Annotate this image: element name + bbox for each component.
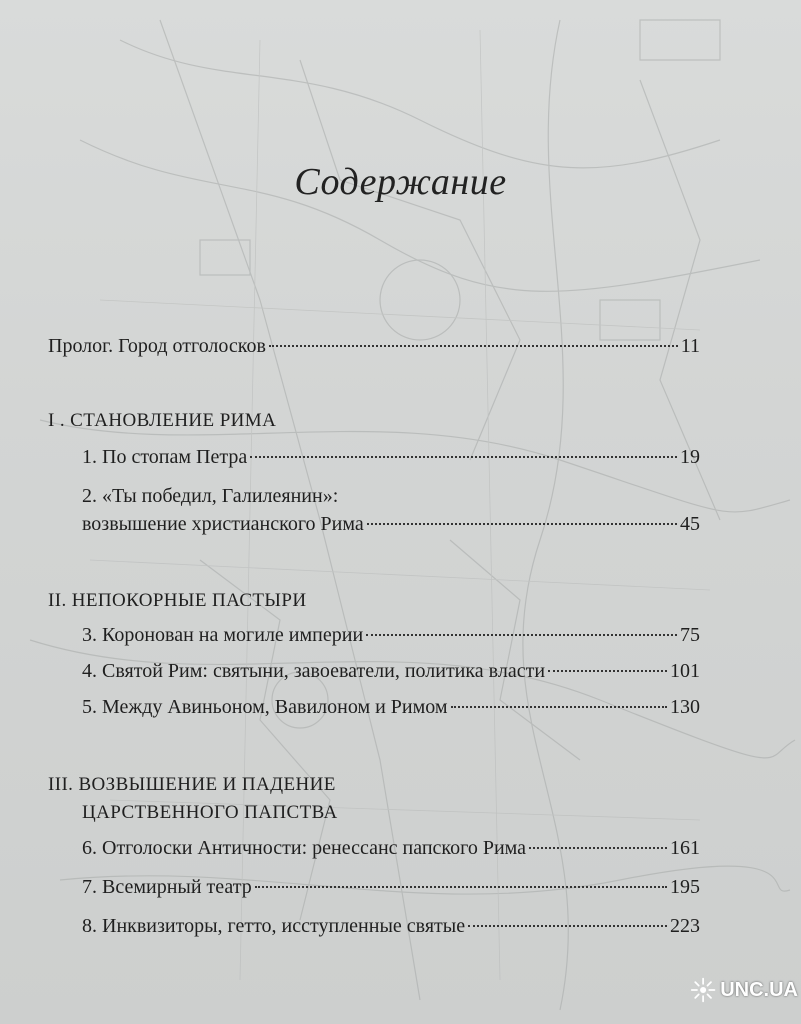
- toc-entry-chapter-6[interactable]: [82, 836, 700, 860]
- toc-entry-chapter-7[interactable]: [82, 875, 700, 899]
- toc-entry-chapter-2[interactable]: [82, 512, 700, 536]
- watermark: [690, 968, 798, 1012]
- toc-entry-page: 101: [670, 660, 700, 682]
- toc-entry-label: Пролог. Город отголосков: [48, 335, 266, 357]
- toc-entry-label: 4. Святой Рим: святыни, завоеватели, политика власти: [82, 660, 546, 682]
- toc-entry-label: 1. По стопам Петра: [82, 446, 248, 468]
- toc-entry-chapter-8[interactable]: [82, 914, 700, 938]
- dot-leader: [250, 456, 677, 458]
- toc-entry-label: 5. Между Авиньоном, Вавилоном и Римом: [82, 696, 448, 718]
- toc-entry-prologue[interactable]: [48, 334, 700, 358]
- toc-entry-chapter-1[interactable]: [82, 445, 700, 469]
- dot-leader: [366, 634, 677, 636]
- sun-logo-icon: [690, 975, 716, 1005]
- dot-leader: [367, 523, 677, 525]
- toc-entry-label: 7. Всемирный театр: [82, 876, 252, 898]
- toc-entry-chapter-2-line1[interactable]: 2. «Ты победил, Галилеянин»:: [82, 485, 339, 507]
- dot-leader: [548, 670, 667, 672]
- toc-entry-page: 195: [670, 876, 700, 898]
- part-heading-1: I . СТАНОВЛЕНИЕ РИМА: [48, 410, 277, 431]
- toc-entry-page: 19: [680, 446, 700, 468]
- dot-leader: [255, 886, 667, 888]
- dot-leader: [269, 345, 678, 347]
- toc-entry-label: 6. Отголоски Античности: ренессанс папского Рима: [82, 837, 527, 859]
- part-heading-3: III. ВОЗВЫШЕНИЕ И ПАДЕНИЕ: [48, 774, 336, 795]
- toc-entry-label: 3. Коронован на могиле империи: [82, 624, 364, 646]
- toc-entry-chapter-5[interactable]: [82, 695, 700, 719]
- toc-entry-page: 130: [670, 696, 700, 718]
- toc-entry-page: 161: [670, 837, 700, 859]
- toc-entry-page: 75: [680, 624, 700, 646]
- toc-entry-chapter-3[interactable]: [82, 623, 700, 647]
- toc-entry-page: 11: [680, 335, 700, 357]
- toc-entry-label: 8. Инквизиторы, гетто, исступленные святые: [82, 915, 466, 937]
- dot-leader: [468, 925, 667, 927]
- watermark-text: UNC.UA: [720, 978, 798, 1001]
- toc-entry-page: 45: [680, 513, 700, 535]
- dot-leader: [451, 706, 667, 708]
- dot-leader: [529, 847, 667, 849]
- part-heading-2: II. НЕПОКОРНЫЕ ПАСТЫРИ: [48, 590, 307, 611]
- part-heading-3-line2: ЦАРСТВЕННОГО ПАПСТВА: [82, 802, 338, 823]
- toc-entry-chapter-4[interactable]: [82, 659, 700, 683]
- toc-entry-label: возвышение христианского Рима: [82, 513, 364, 535]
- contents-title: Содержание: [294, 161, 507, 203]
- toc-entry-page: 223: [670, 915, 700, 937]
